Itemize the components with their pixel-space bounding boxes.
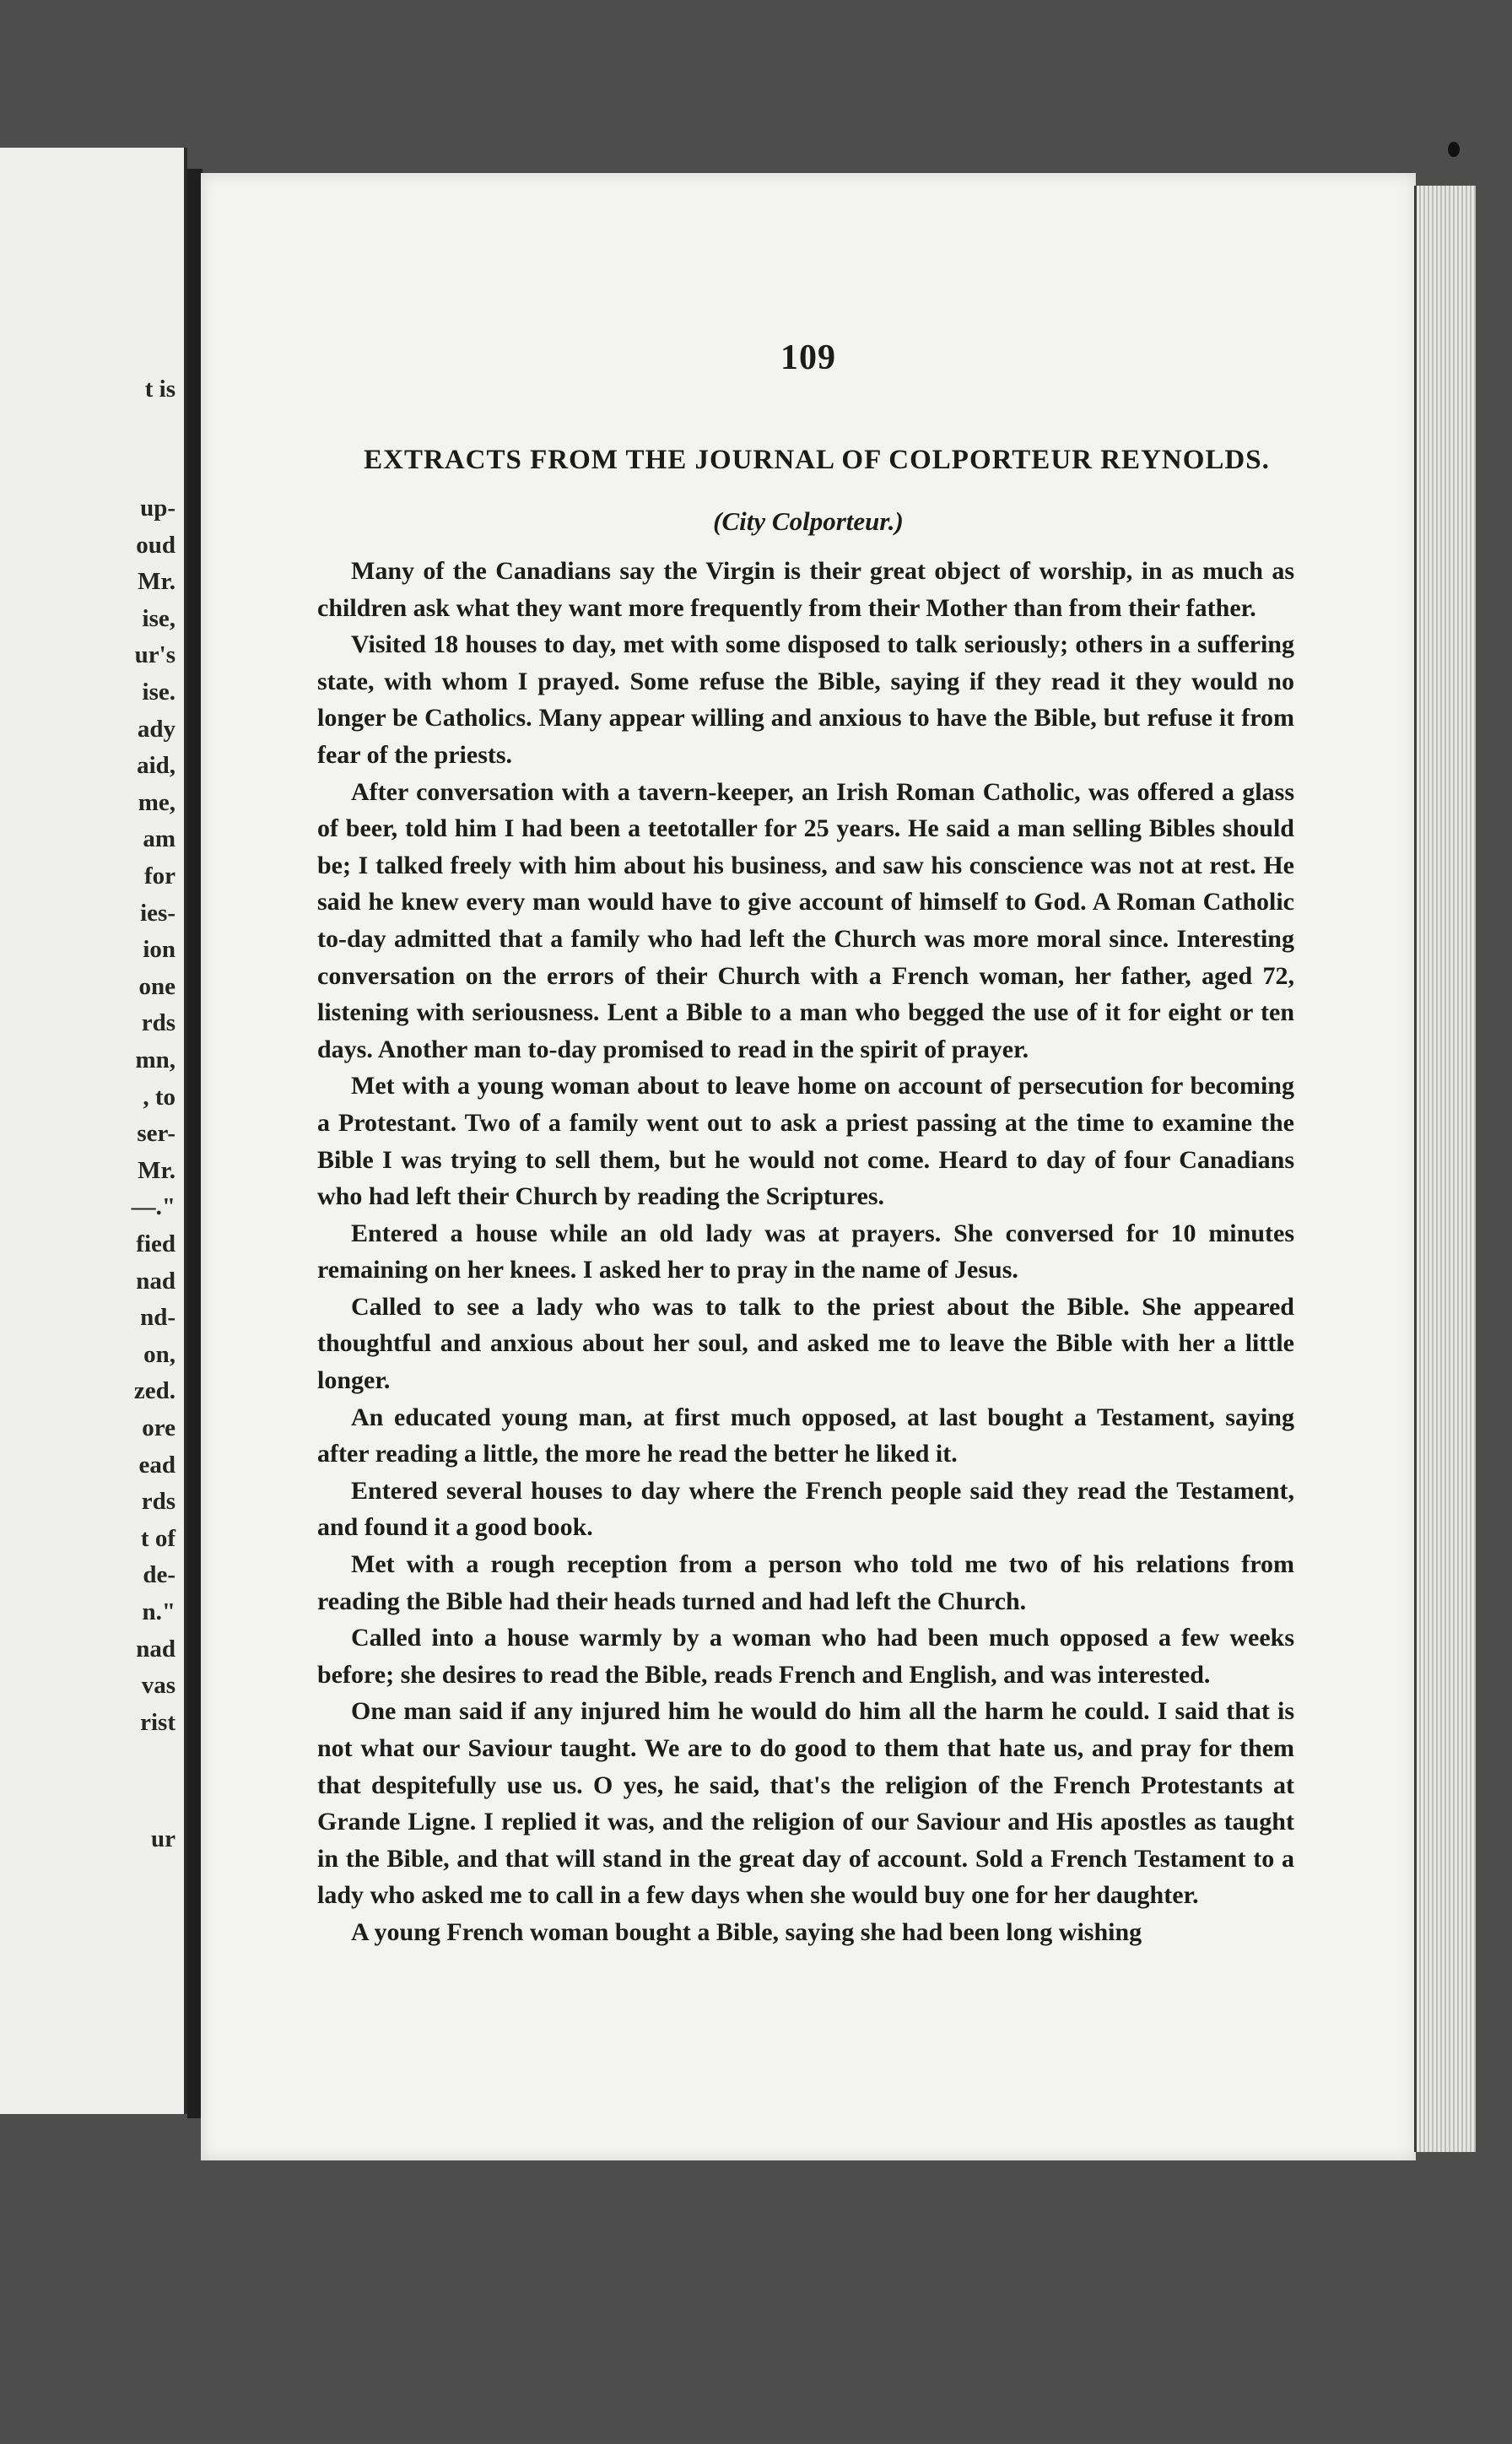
paragraph: Called into a house warmly by a woman who had been much opposed a few weeks before; she desires to read the Bible, reads French and English, and was interested. — [317, 1624, 1294, 1689]
left-page-fragment: ser- — [137, 1120, 176, 1148]
page-edges — [1414, 186, 1476, 2152]
article-body — [317, 553, 1294, 1951]
paragraph: Entered a house while an old lady was at prayers. She conversed for 10 minutes remaining on her knees. I asked her to pray in the name of Jesus. — [317, 1219, 1294, 1284]
left-page-fragment: one — [138, 972, 176, 1000]
left-page-fragment: rds — [141, 1488, 176, 1516]
left-page-fragment: t is — [144, 376, 176, 403]
left-page-fragment: mn, — [135, 1046, 176, 1073]
left-page-fragment: ady — [137, 715, 176, 743]
paragraph: Met with a rough reception from a person who told me two of his relations from reading the Bible had their heads turned and had left the Church. — [317, 1550, 1294, 1615]
left-page-fragment: nad — [136, 1635, 176, 1663]
left-page-fragment: oud — [136, 531, 176, 559]
article-subtitle: (City Colporteur.) — [713, 506, 904, 536]
paragraph: After conversation with a tavern-keeper, an Irish Roman Catholic, was offered a glass of beer, told him I had been a teetotaller for 25 years. He said a man selling Bibles should be; I talked freely with him about his business, and saw his conscience was not at rest. He said he knew every man would have to give account of himself to God. A Roman Catholic to-day admitted that a family who had left the Church was more moral since. Interesting conversation on the errors of their Church with a French woman, her father, aged 72, listening with seriousness. Lent a Bible to a man who begged the use of it for eight or ten days. Another man to-day promised to read in the spirit of prayer. — [317, 777, 1294, 1063]
left-page-fragment: rds — [141, 1009, 176, 1037]
page-number: 109 — [780, 338, 836, 377]
left-page-fragment: t of — [140, 1524, 176, 1552]
left-page-fragment: rist — [140, 1708, 176, 1736]
left-page-fragment: up- — [140, 495, 176, 522]
paragraph: One man said if any injured him he would do him all the harm he could. I said that is not what our Saviour taught. We are to do good to them that hate us, and pray for them that despitefully use us. O yes, he said, that's the religion of the French Protestants at Grande Ligne. I replied it was, and the religion of our Saviour and His apostles as taught in the Bible, and that will stand in the great day of account. Sold a French Testament to a lady who asked me to call in a few days when she would buy one for her daughter. — [317, 1697, 1294, 1910]
left-page-fragment: ead — [138, 1451, 176, 1479]
paragraph: Met with a young woman about to leave home on account of persecution for becoming a Protestant. Two of a family went out to ask a priest passing at the time to examine the Bible I was trying to sell them, but he would not come. Heard to day of four Canadians who had left their Church by reading the Scriptures. — [317, 1072, 1294, 1211]
left-page-fragment: fied — [136, 1230, 176, 1257]
article-title: EXTRACTS FROM THE JOURNAL OF COLPORTEUR REYNOLDS. — [364, 445, 1270, 475]
left-page-fragment: nd- — [140, 1304, 176, 1332]
left-page-fragment: n." — [142, 1598, 176, 1625]
left-page-fragment: , to — [143, 1083, 176, 1111]
left-page-fragment: am — [143, 825, 176, 853]
paragraph: An educated young man, at first much opposed, at last bought a Testament, saying after reading a little, the more he read the better he liked it. — [317, 1403, 1294, 1468]
left-page-fragment: ise, — [142, 604, 176, 632]
left-page-fragment: aid, — [137, 752, 176, 780]
paragraph: A young French woman bought a Bible, saying she had been long wishing — [351, 1917, 1142, 1946]
page — [201, 173, 1416, 2160]
left-page-fragment: de- — [143, 1561, 176, 1589]
left-page-fragment: on, — [143, 1340, 176, 1368]
paragraph: Many of the Canadians say the Virgin is their great object of worship, in as much as children ask what they want more frequently from their Mother than from their father. — [317, 557, 1294, 622]
paragraph: Called to see a lady who was to talk to the priest about the Bible. She appeared thoughtful and anxious about her soul, and asked me to leave the Bible with her a little longer. — [317, 1292, 1294, 1395]
left-page-fragment: Mr. — [138, 568, 176, 596]
left-page-fragment: for — [143, 862, 176, 889]
left-page-fragment: nad — [136, 1267, 176, 1295]
left-page-fragment: —." — [131, 1193, 176, 1221]
paragraph: Visited 18 houses to day, met with some disposed to talk seriously; others in a suffering state, with whom I prayed. Some refuse the Bible, saying if they read it they would no longer be Catholics. Many appear willing and anxious to have the Bible, but refuse it from fear of the priests. — [317, 630, 1294, 769]
left-page-fragment: ur — [151, 1825, 176, 1852]
left-facing-page — [0, 148, 187, 2114]
left-page-fragment: ion — [143, 936, 176, 964]
left-page-fragment: ies- — [140, 899, 176, 927]
left-page-fragment: ore — [142, 1414, 176, 1441]
left-page-fragment: me, — [138, 788, 176, 816]
left-page-fragment: ise. — [142, 679, 176, 706]
left-page-fragment: ur's — [134, 641, 176, 669]
left-page-fragment: Mr. — [138, 1156, 176, 1184]
left-page-fragment: zed. — [133, 1377, 176, 1405]
left-page-fragment: vas — [141, 1672, 176, 1700]
scan-speck — [1448, 142, 1460, 157]
paragraph: Entered several houses to day where the French people said they read the Testament, and found it a good book. — [317, 1476, 1294, 1542]
